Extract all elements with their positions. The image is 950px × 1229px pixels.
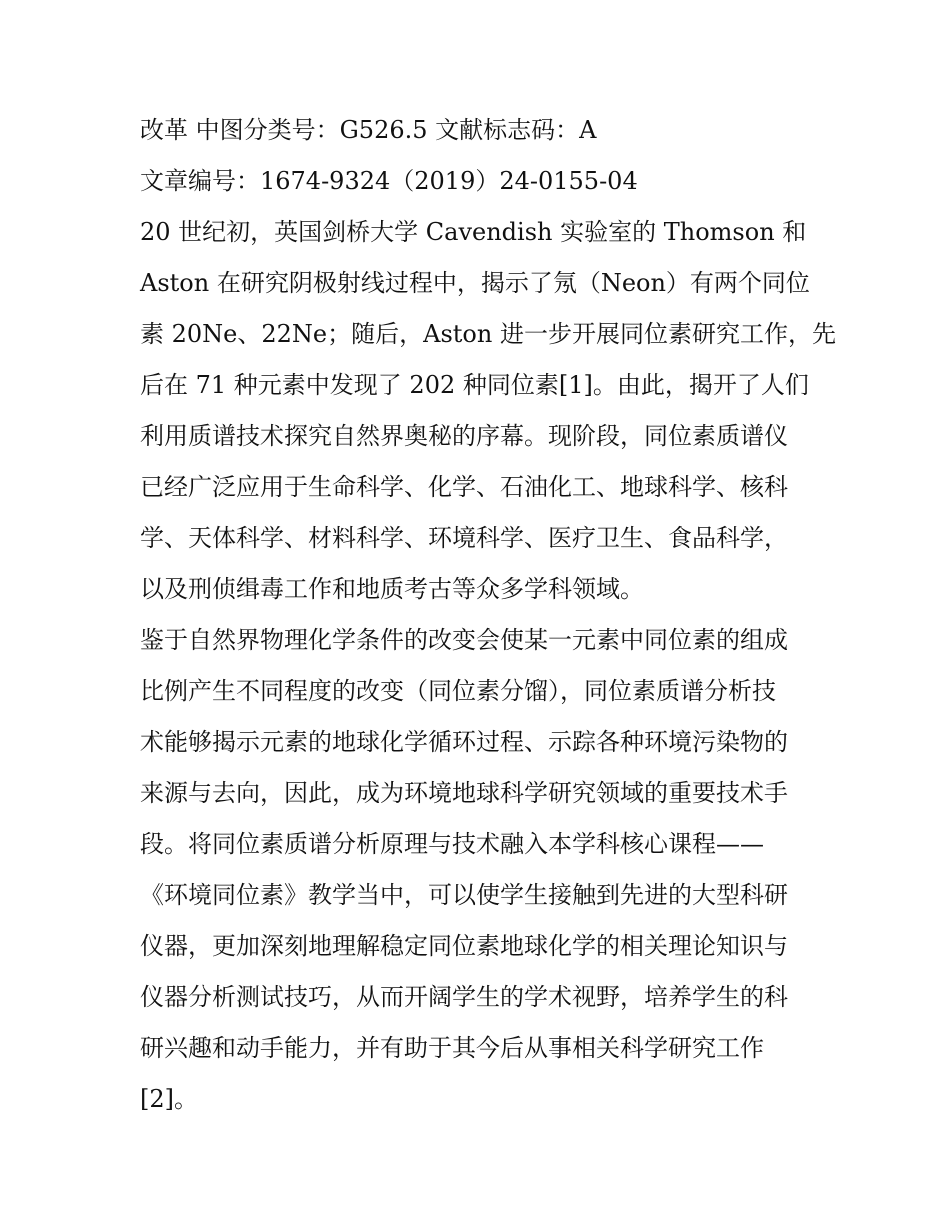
paragraph-line: 术能够揭示元素的地球化学循环过程、示踪各种环境污染物的 bbox=[140, 728, 788, 756]
paragraph-line: [2]。 bbox=[140, 1085, 198, 1113]
paragraph-line: 素 20Ne、22Ne；随后，Aston 进一步开展同位素研究工作，先 bbox=[140, 320, 836, 348]
paragraph-isotope-teaching bbox=[140, 615, 820, 1125]
paragraph-line: 以及刑侦缉毒工作和地质考古等众多学科领域。 bbox=[140, 575, 644, 603]
article-header bbox=[140, 105, 820, 207]
paragraph-line: 来源与去向，因此，成为环境地球科学研究领域的重要技术手 bbox=[140, 779, 788, 807]
paragraph-line: 20 世纪初，英国剑桥大学 Cavendish 实验室的 Thomson 和 bbox=[140, 218, 807, 246]
paragraph-line: 仪器，更加深刻地理解稳定同位素地球化学的相关理论知识与 bbox=[140, 932, 788, 960]
paragraph-line: 研兴趣和动手能力，并有助于其今后从事相关科学研究工作 bbox=[140, 1034, 764, 1062]
paragraph-line: 鉴于自然界物理化学条件的改变会使某一元素中同位素的组成 bbox=[140, 626, 788, 654]
paragraph-intro bbox=[140, 207, 836, 615]
paragraph-line: 《环境同位素》教学当中，可以使学生接触到先进的大型科研 bbox=[140, 881, 788, 909]
paragraph-line: 仪器分析测试技巧，从而开阔学生的学术视野，培养学生的科 bbox=[140, 983, 788, 1011]
paragraph-line: Aston 在研究阴极射线过程中，揭示了氖（Neon）有两个同位 bbox=[140, 269, 810, 297]
paragraph-line: 学、天体科学、材料科学、环境科学、医疗卫生、食品科学， bbox=[140, 524, 788, 552]
paragraph-line: 段。将同位素质谱分析原理与技术融入本学科核心课程—— bbox=[140, 830, 764, 858]
paragraph-line: 利用质谱技术探究自然界奥秘的序幕。现阶段，同位素质谱仪 bbox=[140, 422, 788, 450]
paragraph-line: 比例产生不同程度的改变（同位素分馏），同位素质谱分析技 bbox=[140, 677, 776, 705]
classification-line: 改革 中图分类号：G526.5 文献标志码：A bbox=[140, 116, 597, 144]
paragraph-line: 已经广泛应用于生命科学、化学、石油化工、地球科学、核科 bbox=[140, 473, 788, 501]
paragraph-line: 后在 71 种元素中发现了 202 种同位素[1]。由此，揭开了人们 bbox=[140, 371, 809, 399]
document-page bbox=[140, 105, 836, 1125]
article-number-line: 文章编号：1674-9324（2019）24-0155-04 bbox=[140, 167, 638, 195]
